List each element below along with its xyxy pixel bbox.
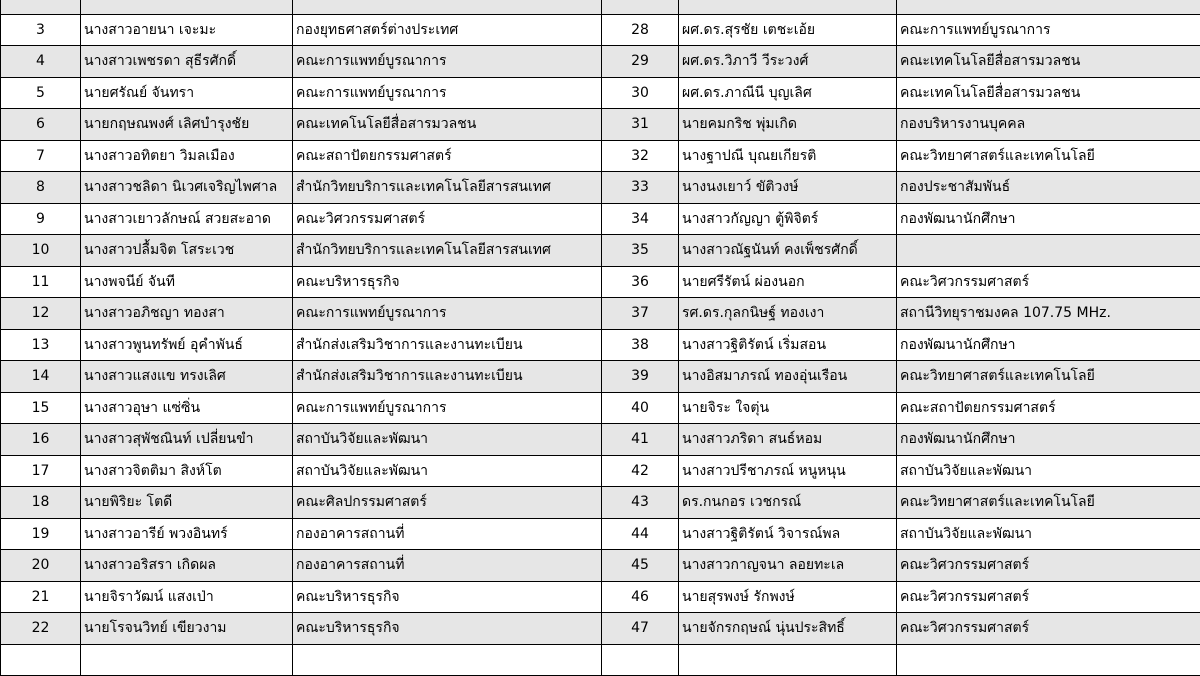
person-name-right[interactable]: นายจิระ ใจตุ่น [679,392,897,424]
table-row [1,581,1200,613]
row-number-left[interactable]: 12 [1,298,81,330]
person-name-left[interactable]: นางสาวอายนา เจะมะ [81,14,293,46]
department-left[interactable]: คณะบริหารธุรกิจ [293,581,602,613]
person-name-left[interactable]: นายโรจนวิทย์ เขียวงาม [81,613,293,645]
row-number-left[interactable]: 5 [1,77,81,109]
table-row [1,140,1200,172]
table-row [1,266,1200,298]
table-row [1,109,1200,141]
department-left[interactable]: คณะการแพทย์บูรณาการ [293,298,602,330]
department-left[interactable]: คณะการแพทย์บูรณาการ [293,77,602,109]
person-name-left[interactable]: นางสาวเพชรดา สุธีรศักดิ์ [81,46,293,78]
department-right[interactable]: คณะวิศวกรรมศาสตร์ [897,550,1200,582]
table-row [1,392,1200,424]
department-left[interactable]: คณะการแพทย์บูรณาการ [293,392,602,424]
person-name-right[interactable] [679,644,897,676]
row-number-left[interactable]: 21 [1,581,81,613]
person-name-left[interactable] [81,0,293,14]
person-name-left[interactable]: นางสาวอภิชญา ทองสา [81,298,293,330]
person-name-right[interactable]: ผศ.ดร.ภาณีนี บุญเลิศ [679,77,897,109]
row-number-left[interactable]: 18 [1,487,81,519]
row-number-right[interactable]: 28 [602,14,679,46]
person-name-left[interactable]: นางสาวอารีย์ พวงอินทร์ [81,518,293,550]
department-left[interactable]: สถาบันวิจัยและพัฒนา [293,455,602,487]
row-number-left[interactable]: 6 [1,109,81,141]
table-row [1,0,1200,14]
department-right[interactable]: คณะเทคโนโลยีสื่อสารมวลชน [897,77,1200,109]
department-left[interactable]: คณะวิศวกรรมศาสตร์ [293,203,602,235]
row-number-left[interactable]: 8 [1,172,81,204]
table-row [1,455,1200,487]
department-left[interactable]: สำนักส่งเสริมวิชาการและงานทะเบียน [293,361,602,393]
row-number-right[interactable]: 45 [602,550,679,582]
department-left[interactable]: คณะเทคโนโลยีสื่อสารมวลชน [293,109,602,141]
row-number-right[interactable]: 35 [602,235,679,267]
row-number-right[interactable]: 33 [602,172,679,204]
table-row [1,77,1200,109]
person-name-right[interactable]: นางสาวปรีชาภรณ์ หนูหนุน [679,455,897,487]
department-left[interactable]: กองอาคารสถานที่ [293,550,602,582]
person-name-right[interactable]: นายสุรพงษ์ รักพงษ์ [679,581,897,613]
person-name-right[interactable]: ผศ.ดร.สุรชัย เตชะเอ้ย [679,14,897,46]
row-number-right[interactable]: 42 [602,455,679,487]
row-number-left[interactable]: 22 [1,613,81,645]
department-left[interactable]: คณะสถาปัตยกรรมศาสตร์ [293,140,602,172]
table-row [1,235,1200,267]
department-right[interactable] [897,644,1200,676]
table-row [1,613,1200,645]
person-name-right[interactable]: นางฐาปณี บุณยเกียรติ [679,140,897,172]
row-number-right[interactable]: 31 [602,109,679,141]
row-number-left[interactable]: 20 [1,550,81,582]
person-name-left[interactable]: นางสาวชลิดา นิเวศเจริญไพศาล [81,172,293,204]
table-row [1,14,1200,46]
table-row [1,644,1200,676]
department-right[interactable]: กองประชาสัมพันธ์ [897,172,1200,204]
row-number-left[interactable]: 11 [1,266,81,298]
department-left[interactable]: คณะบริหารธุรกิจ [293,266,602,298]
department-right[interactable] [897,0,1200,14]
person-name-right[interactable]: นางสาวฐิติรัตน์ วิจารณ์พล [679,518,897,550]
person-name-left[interactable]: นางสาวอุษา แซ่ซิ่น [81,392,293,424]
person-name-left[interactable]: นายกฤษณพงศ์ เลิศบำรุงชัย [81,109,293,141]
department-right[interactable]: คณะวิศวกรรมศาสตร์ [897,266,1200,298]
person-name-left[interactable]: นางสาวอริสรา เกิดผล [81,550,293,582]
person-name-right[interactable]: นางสาวกัญญา ตู้พิจิตร์ [679,203,897,235]
table-row [1,550,1200,582]
department-right[interactable]: คณะการแพทย์บูรณาการ [897,14,1200,46]
row-number-right[interactable]: 43 [602,487,679,519]
row-number-left[interactable]: 9 [1,203,81,235]
person-name-left[interactable]: นางสาวแสงแข ทรงเลิศ [81,361,293,393]
table-row [1,329,1200,361]
department-left[interactable]: กองยุทธศาสตร์ต่างประเทศ [293,14,602,46]
row-number-left[interactable]: 3 [1,14,81,46]
table-body [1,0,1200,676]
row-number-left[interactable]: 14 [1,361,81,393]
department-left[interactable]: กองอาคารสถานที่ [293,518,602,550]
person-name-left[interactable]: นางสาวพูนทรัพย์ อุคำพันธ์ [81,329,293,361]
department-right[interactable]: กองบริหารงานบุคคล [897,109,1200,141]
person-name-right[interactable]: รศ.ดร.กุลกนิษฐ์ ทองเงา [679,298,897,330]
row-number-left[interactable]: 19 [1,518,81,550]
row-number-left[interactable]: 4 [1,46,81,78]
row-number-right[interactable] [602,644,679,676]
person-name-left[interactable]: นางสาวจิตติมา สิงห์โต [81,455,293,487]
department-right[interactable]: คณะสถาปัตยกรรมศาสตร์ [897,392,1200,424]
department-left[interactable] [293,0,602,14]
person-name-right[interactable]: ดร.กนกอร เวชกรณ์ [679,487,897,519]
person-name-right[interactable]: ผศ.ดร.วิภาวี วีระวงศ์ [679,46,897,78]
department-right[interactable]: สถาบันวิจัยและพัฒนา [897,455,1200,487]
table-row [1,46,1200,78]
department-right[interactable]: คณะวิทยาศาสตร์และเทคโนโลยี [897,140,1200,172]
person-name-right[interactable]: นางนงเยาว์ ขัติวงษ์ [679,172,897,204]
row-number-right[interactable]: 40 [602,392,679,424]
row-number-right[interactable]: 46 [602,581,679,613]
department-left[interactable]: สำนักวิทยบริการและเทคโนโลยีสารสนเทศ [293,172,602,204]
department-right[interactable]: กองพัฒนานักศึกษา [897,329,1200,361]
person-name-left[interactable]: นางสาวเยาวลักษณ์ สวยสะอาด [81,203,293,235]
department-right[interactable]: สถาบันวิจัยและพัฒนา [897,518,1200,550]
person-name-left[interactable]: นางพจนีย์ จันที [81,266,293,298]
person-name-right[interactable]: นางอิสมาภรณ์ ทองอุ่นเรือน [679,361,897,393]
department-right[interactable]: คณะวิทยาศาสตร์และเทคโนโลยี [897,361,1200,393]
row-number-right[interactable]: 36 [602,266,679,298]
department-left[interactable]: สถาบันวิจัยและพัฒนา [293,424,602,456]
table-row [1,487,1200,519]
table-row [1,518,1200,550]
row-number-left[interactable] [1,0,81,14]
person-name-left[interactable] [81,644,293,676]
row-number-right[interactable]: 38 [602,329,679,361]
table-row [1,361,1200,393]
person-name-right[interactable] [679,0,897,14]
person-name-left[interactable]: นางสาวสุพัชณินท์ เปลี่ยนขำ [81,424,293,456]
row-number-left[interactable] [1,644,81,676]
department-right[interactable]: คณะวิศวกรรมศาสตร์ [897,581,1200,613]
row-number-right[interactable]: 39 [602,361,679,393]
department-right[interactable]: คณะวิทยาศาสตร์และเทคโนโลยี [897,487,1200,519]
person-name-right[interactable]: นางสาวกาญจนา ลอยทะเล [679,550,897,582]
department-left[interactable]: คณะบริหารธุรกิจ [293,613,602,645]
row-number-right[interactable]: 37 [602,298,679,330]
row-number-left[interactable]: 10 [1,235,81,267]
row-number-left[interactable]: 17 [1,455,81,487]
row-number-right[interactable]: 34 [602,203,679,235]
row-number-right[interactable]: 41 [602,424,679,456]
row-number-left[interactable]: 7 [1,140,81,172]
department-right[interactable]: คณะเทคโนโลยีสื่อสารมวลชน [897,46,1200,78]
row-number-right[interactable]: 47 [602,613,679,645]
table-row [1,172,1200,204]
person-name-left[interactable]: นายศรัณย์ จันทรา [81,77,293,109]
row-number-left[interactable]: 15 [1,392,81,424]
row-number-left[interactable]: 16 [1,424,81,456]
table-row [1,203,1200,235]
row-number-right[interactable]: 44 [602,518,679,550]
person-name-left[interactable]: นายพิริยะ โตดี [81,487,293,519]
department-right[interactable]: สถานีวิทยุราชมงคล 107.75 MHz. [897,298,1200,330]
department-left[interactable]: คณะการแพทย์บูรณาการ [293,46,602,78]
department-left[interactable] [293,644,602,676]
row-number-left[interactable]: 13 [1,329,81,361]
person-name-left[interactable]: นางสาวปลื้มจิต โสระเวช [81,235,293,267]
department-left[interactable]: สำนักวิทยบริการและเทคโนโลยีสารสนเทศ [293,235,602,267]
department-right[interactable] [897,235,1200,267]
person-name-right[interactable]: นายจักรกฤษณ์ นุ่นประสิทธิ์ [679,613,897,645]
row-number-right[interactable]: 30 [602,77,679,109]
person-name-right[interactable]: นางสาวณัฐนันท์ คงเพ็ชรศักดิ์ [679,235,897,267]
department-right[interactable]: คณะวิศวกรรมศาสตร์ [897,613,1200,645]
department-left[interactable]: คณะศิลปกรรมศาสตร์ [293,487,602,519]
department-right[interactable]: กองพัฒนานักศึกษา [897,424,1200,456]
person-name-left[interactable]: นายจิราวัฒน์ แสงเป่า [81,581,293,613]
department-left[interactable]: สำนักส่งเสริมวิชาการและงานทะเบียน [293,329,602,361]
person-name-right[interactable]: นายศรีรัตน์ ผ่องนอก [679,266,897,298]
row-number-right[interactable]: 32 [602,140,679,172]
row-number-right[interactable] [602,0,679,14]
person-name-right[interactable]: นายคมกริช พุ่มเกิด [679,109,897,141]
table-row [1,424,1200,456]
person-name-right[interactable]: นางสาวภริดา สนธ์หอม [679,424,897,456]
person-name-left[interactable]: นางสาวอทิตยา วิมลเมือง [81,140,293,172]
department-right[interactable]: กองพัฒนานักศึกษา [897,203,1200,235]
row-number-right[interactable]: 29 [602,46,679,78]
table-row [1,298,1200,330]
person-name-right[interactable]: นางสาวฐิติรัตน์ เริ่มสอน [679,329,897,361]
